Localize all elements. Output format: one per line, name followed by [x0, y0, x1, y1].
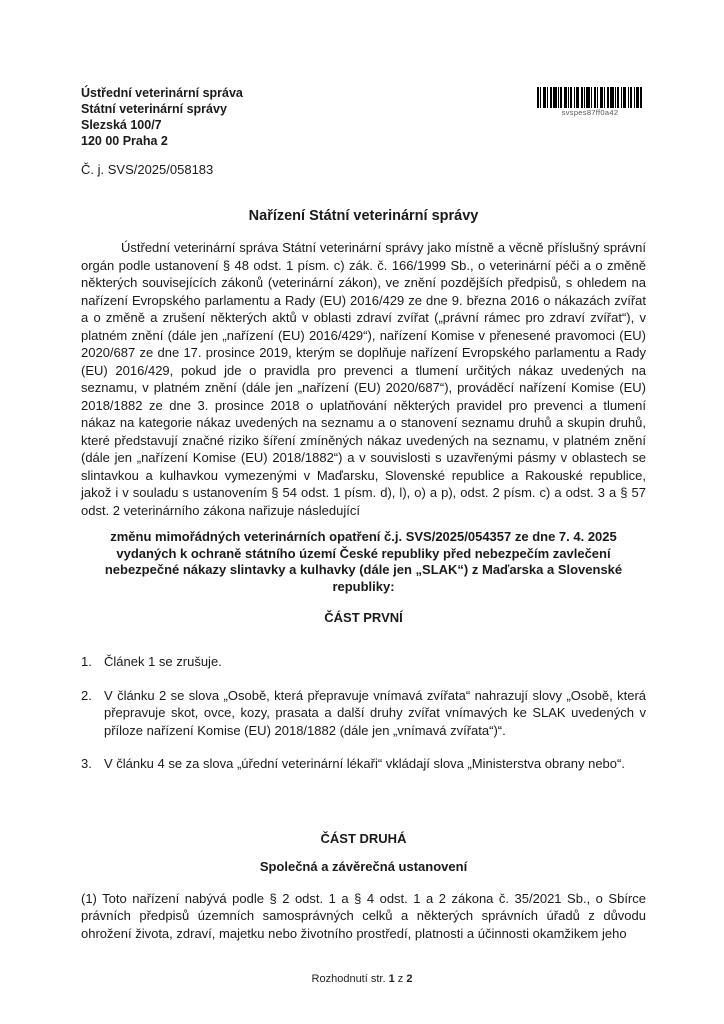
barcode — [537, 87, 643, 118]
articles-list — [81, 653, 646, 773]
page-footer — [0, 972, 724, 986]
barcode-icon — [537, 87, 643, 108]
reference-number: Č. j. SVS/2025/058183 — [81, 162, 214, 177]
sender-line-2: Státní veterinární správy — [81, 102, 227, 116]
sender-line-1: Ústřední veterinární správa — [81, 86, 243, 100]
part-two-subheading: Společná a závěrečná ustanovení — [259, 858, 468, 874]
list-item-number: 3. — [81, 756, 92, 771]
list-item-number: 1. — [81, 654, 92, 669]
sender-line-4: 120 00 Praha 2 — [81, 134, 168, 148]
footer-of-label: z — [397, 973, 404, 985]
subject-paragraph: změnu mimořádných veterinárních opatření č.j. SVS/2025/054357 ze dne 7. 4. 2025 vydaných k ochraně státního území České republiky před nebezpečím zavlečení nebezpečné nákazy slintavky a kulhavky (dále jen „SLAK“) z Maďarska a Slovenské republiky: — [104, 529, 623, 594]
list-item-number: 2. — [81, 687, 92, 703]
closing-paragraph: (1) Toto nařízení nabývá podle § 2 odst. 1 a § 4 odst. 1 a 2 zákona č. 35/2021 Sb., o Sbírce právních předpisů územních samosprávných celků a některých správních úřadů z důvodu ohrožení života, zdraví, majetku nebo životního prostředí, platnosti a účinnosti okamžikem jeho — [81, 890, 646, 941]
footer-page-total: 2 — [406, 973, 413, 985]
document-page — [81, 0, 646, 1024]
list-item-text: V článku 4 se za slova „úřední veterinární lékaři“ vkládají slova „Ministerstva obrany nebo“. — [104, 756, 625, 771]
part-two-heading: ČÁST DRUHÁ — [320, 830, 407, 846]
list-item — [81, 687, 646, 740]
list-item-text: Článek 1 se zrušuje. — [104, 654, 222, 669]
list-item — [81, 755, 646, 773]
part-one-heading: ČÁST PRVNÍ — [324, 610, 403, 625]
barcode-label: svspes87ff0a42 — [561, 108, 619, 117]
intro-paragraph: Ústřední veterinární správa Státní veterinární správy jako místně a věcně příslušný správní orgán podle ustanovení § 48 odst. 1 písm. c) zák. č. 166/1999 Sb., o veterinární péči a o změně některých souvisejících zákonů (veterinární zákon), ve znění pozdějších předpisů, s ohledem na nařízení Evropského parlamentu a Rady (EU) 2016/429 ze dne 9. března 2016 o nákazách zvířat a o změně a zrušení některých aktů v oblasti zdraví zvířat („právní rámec pro zdraví zvířat“), v platném znění (dále jen „nařízení (EU) 2016/429“), nařízení Komise v přenesené pravomoci (EU) 2020/687 ze dne 17. prosince 2019, kterým se doplňuje nařízení Evropského parlamentu a Rady (EU) 2016/429, pokud jde o pravidla pro prevenci a tlumení určitých nákaz uvedených na seznamu, v platném znění (dále jen „nařízení (EU) 2020/687“), prováděcí nařízení Komise (EU) 2018/1882 ze dne 3. prosince 2018 o uplatňování některých pravidel pro prevenci a tlumení nákaz na kategorie nákaz uvedených na seznamu a o stanovení seznamu druhů a skupin druhů, které představují značné riziko šíření zmíněných nákaz uvedených na seznamu, v platném znění (dále jen „nařízení Komise (EU) 2018/1882“) a v souvislosti s uzavřenými pásmy v oblastech se slintavkou a kulhavkou vymezenými v Maďarsku, Slovenské republice a Rakouské republice, jakož i v souladu s ustanovením § 54 odst. 1 písm. d), l), o) a p), odst. 2 písm. c) a odst. 3 a § 57 odst. 2 veterinárního zákona nařizuje následující — [81, 240, 646, 518]
footer-label: Rozhodnutí str. — [311, 973, 386, 985]
document-title: Nařízení Státní veterinární správy — [248, 208, 479, 224]
list-item-text: V článku 2 se slova „Osobě, která přepravuje vnímavá zvířata“ nahrazují slovy „Osobě, která přepravuje skot, ovce, kozy, prasata a další druhy zvířat vnímavých ke SLAK uvedených v příloze nařízení Komise (EU) 2018/1882 (dále jen „vnímavá zvířata“)“. — [104, 687, 646, 738]
list-item — [81, 653, 646, 671]
sender-line-3: Slezská 100/7 — [81, 118, 162, 132]
footer-page-number: 1 — [388, 973, 395, 985]
